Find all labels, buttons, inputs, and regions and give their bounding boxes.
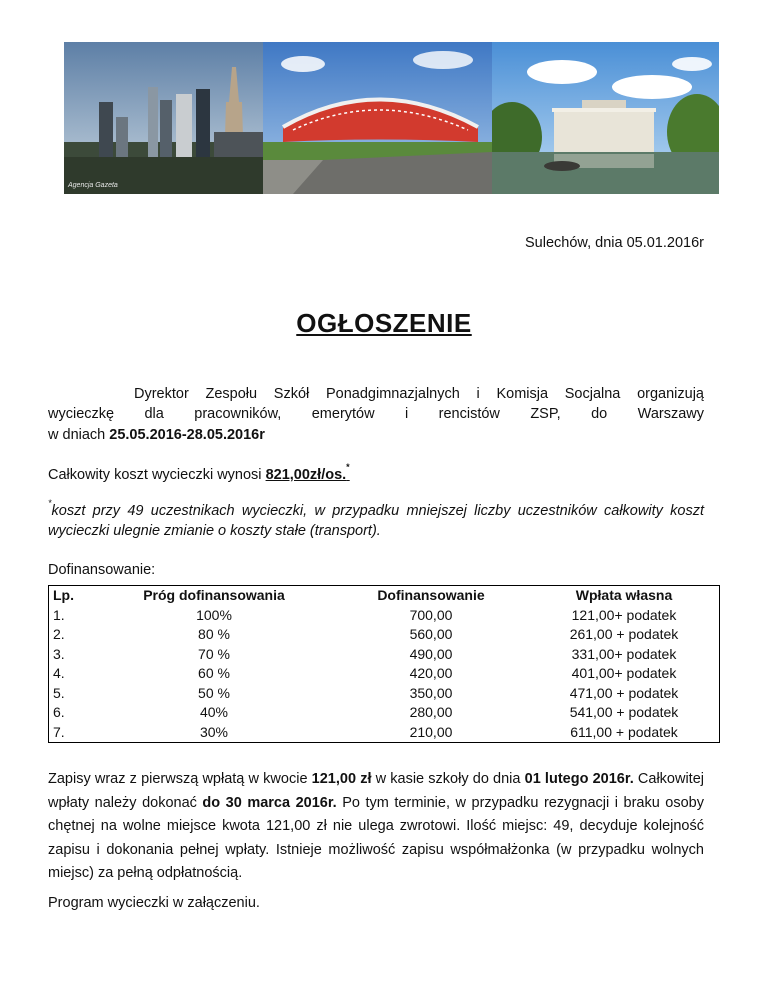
cell-threshold: 30%	[199, 723, 229, 740]
table-row	[49, 703, 720, 723]
cell-lp: 5.	[53, 684, 65, 701]
funding-label: Dofinansowanie:	[48, 561, 156, 578]
cell-lp: 7.	[53, 723, 65, 740]
cell-own-payment: 611,00 + podatek	[570, 723, 678, 740]
cost-amount-value: 821,00zł/os.	[265, 466, 347, 483]
table-row	[49, 645, 720, 665]
cell-own-payment: 401,00+ podatek	[571, 665, 677, 681]
cell-funding: 280,00	[409, 704, 453, 720]
cell-funding: 350,00	[409, 684, 453, 701]
cell-threshold: 70 %	[198, 645, 230, 662]
funding-table	[48, 585, 720, 743]
cost-prefix: Całkowity koszt wycieczki wynosi	[48, 466, 266, 483]
total-cost-line	[48, 461, 704, 485]
table-row	[49, 625, 720, 645]
cell-funding: 490,00	[409, 645, 453, 662]
cell-funding: 560,00	[409, 626, 453, 642]
cell-threshold: 40%	[199, 704, 229, 720]
national-stadium-photo	[263, 42, 492, 194]
cell-funding: 210,00	[409, 723, 453, 740]
cell-lp: 2.	[53, 626, 65, 642]
announcement-body	[48, 384, 704, 580]
header-banner	[64, 42, 719, 194]
enroll-text-2: w kasie szkoły do dnia	[371, 771, 525, 787]
page-title: OGŁOSZENIE	[296, 308, 472, 338]
footnote-text: koszt przy 49 uczestnikach wycieczki, w przypadku mniejszej liczby uczestników całkowity koszt wycieczki ulegnie zmianie o koszty stałe (transport).	[48, 503, 704, 540]
full-payment-deadline: do 30 marca 2016r.	[202, 794, 337, 811]
cell-own-payment: 471,00 + podatek	[569, 684, 679, 701]
intro-line-3	[48, 425, 704, 445]
cell-funding: 700,00	[409, 606, 453, 623]
table-row	[49, 664, 720, 684]
trip-dates: 25.05.2016-28.05.2016r	[109, 426, 265, 443]
warsaw-skyline-photo	[64, 42, 263, 194]
table-row	[49, 723, 720, 743]
program-note: Program wycieczki w załączeniu.	[48, 895, 260, 911]
cell-lp: 3.	[53, 645, 65, 662]
lazienki-palace-photo	[492, 42, 719, 194]
enrollment-paragraph	[48, 768, 704, 886]
cell-own-payment: 261,00 + podatek	[569, 626, 679, 642]
cost-footnote-marker: *	[346, 461, 350, 472]
document-date: Sulechów, dnia 05.01.2016r	[525, 235, 704, 251]
enroll-text-1: Zapisy wraz z pierwszą wpłatą w kwocie	[48, 771, 312, 787]
cost-amount	[265, 461, 350, 483]
cell-funding: 420,00	[409, 665, 453, 681]
cell-own-payment: 541,00 + podatek	[569, 704, 679, 720]
cell-threshold: 50 %	[198, 684, 230, 701]
intro-line-2: wycieczkę dla pracowników, emerytów i rencistów ZSP, do Warszawy	[48, 406, 704, 423]
header-threshold: Próg dofinansowania	[143, 587, 285, 603]
header-own-payment: Wpłata własna	[575, 587, 673, 603]
table-header-row	[49, 586, 720, 606]
cell-lp: 6.	[53, 704, 65, 720]
cell-lp: 1.	[53, 606, 65, 623]
watermark-text: Agencja Gazeta	[68, 182, 118, 190]
cost-footnote	[48, 498, 704, 542]
cell-own-payment: 121,00+ podatek	[571, 606, 677, 623]
first-payment-amount: 121,00 zł	[311, 771, 372, 787]
cell-threshold: 60 %	[198, 665, 230, 681]
intro-line-1: Dyrektor Zespołu Szkół Ponadgimnazjalnych i Komisja Socjalna organizują	[134, 386, 704, 402]
table-row	[49, 684, 720, 704]
footnote-marker: *	[48, 498, 52, 509]
cell-threshold: 80 %	[198, 626, 230, 642]
cell-lp: 4.	[53, 665, 65, 681]
cell-threshold: 100%	[196, 606, 232, 623]
cell-own-payment: 331,00+ podatek	[571, 645, 677, 662]
header-lp: Lp.	[53, 587, 74, 603]
first-payment-deadline: 01 lutego 2016r.	[524, 771, 634, 787]
header-funding: Dofinansowanie	[377, 587, 485, 603]
intro-dates-prefix: w dniach	[48, 426, 110, 443]
enroll-text-3: Całkowitej wpłaty należy dokonać	[48, 771, 704, 811]
enroll-text-4: Po tym terminie, w przypadku rezygnacji i braku osoby chętnej na wolne miejsce kwota 121,00 zł nie ulega zwrotowi. Ilość miejsc: 49, decyduje kolejność zapisu i dokonania pełnej wpłaty. Istnieje możliwość zapisu współmałżonka (w przypadku wolnych miejsc) za pełną odpłatnością.	[48, 794, 704, 881]
table-row	[49, 606, 720, 626]
